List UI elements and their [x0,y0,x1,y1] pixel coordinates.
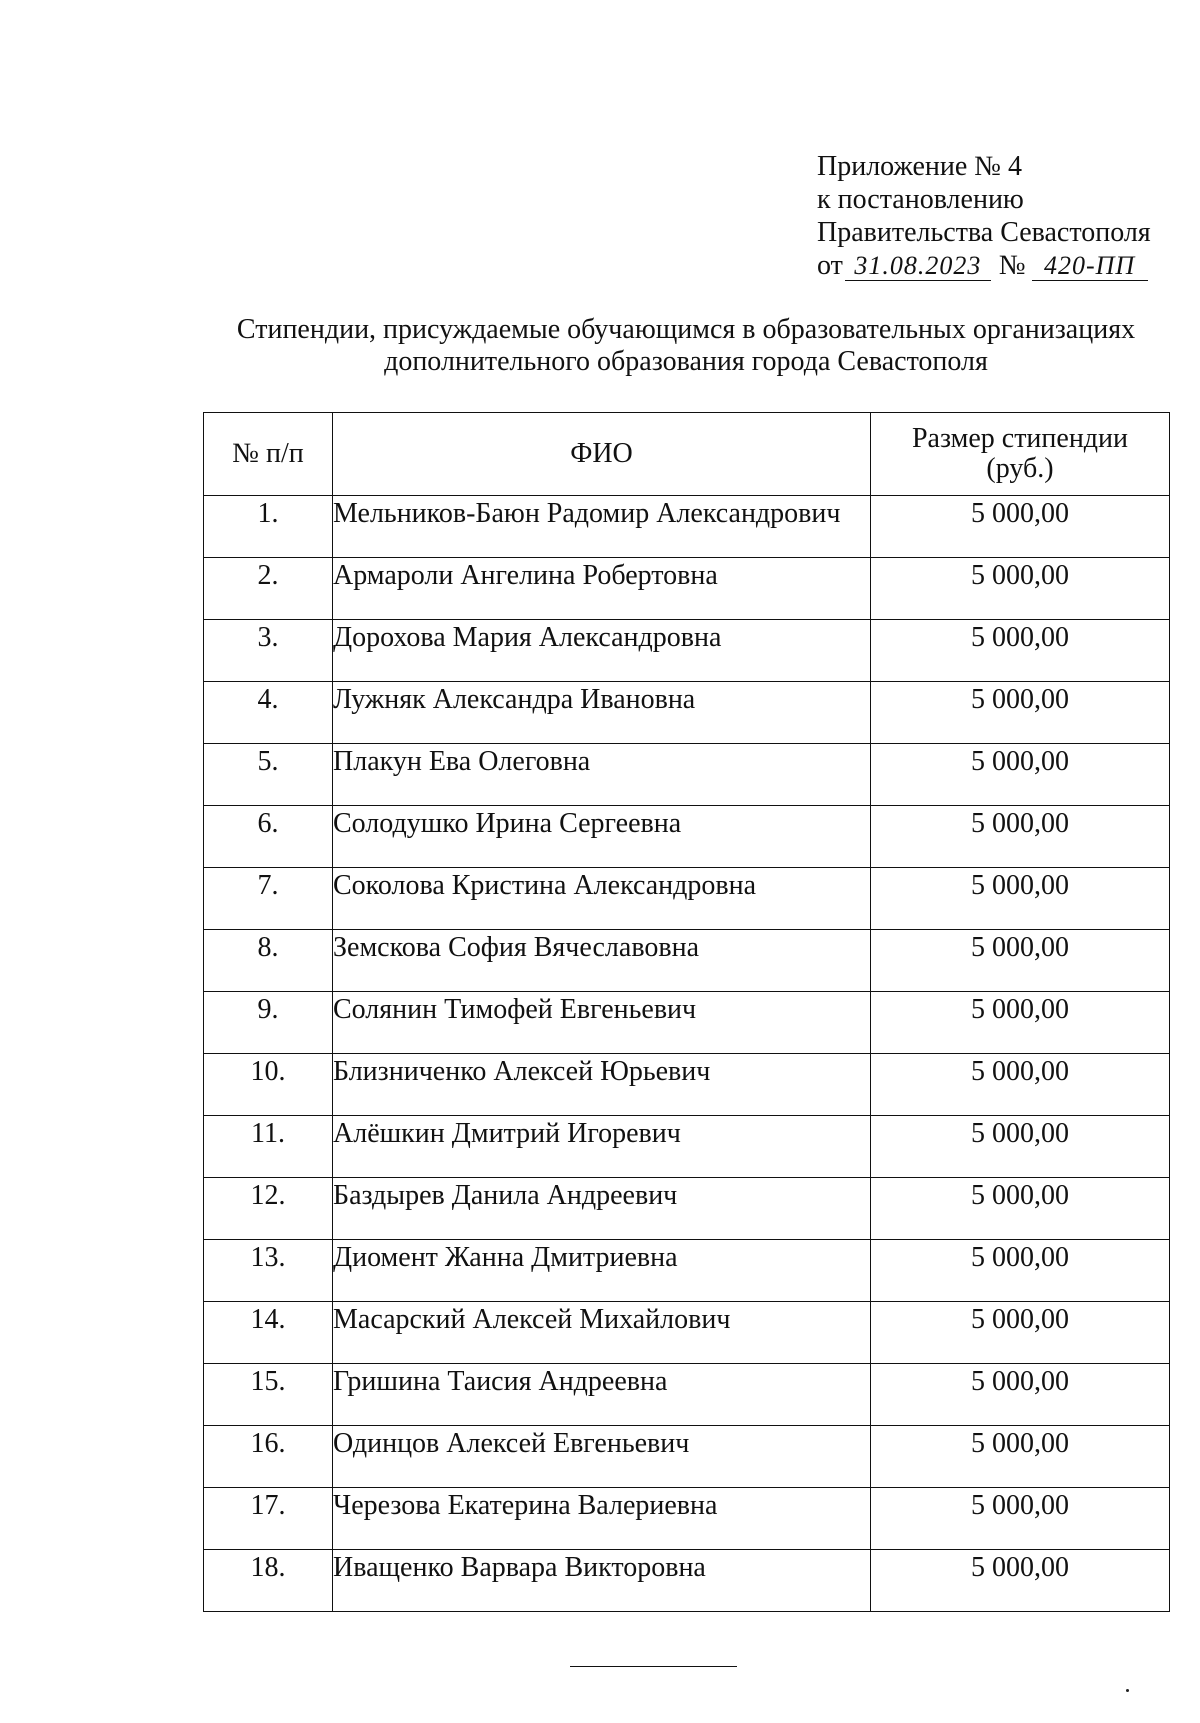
student-name-cell: Земскова София Вячеславовна [333,930,871,992]
document-title [203,314,1169,378]
stipend-amount-cell: 5 000,00 [871,868,1170,930]
table-row [204,868,1170,930]
row-number-cell: 11. [204,1116,333,1178]
resolution-date-number [817,249,1151,282]
stipend-table-header [204,413,1170,496]
appendix-authority: Правительства Севастополя [817,217,1151,248]
row-number-cell: 15. [204,1364,333,1426]
stipend-amount-cell: 5 000,00 [871,1240,1170,1302]
student-name-cell: Дорохова Мария Александровна [333,620,871,682]
stipend-amount-cell: 5 000,00 [871,1426,1170,1488]
student-name-cell: Алёшкин Дмитрий Игоревич [333,1116,871,1178]
appendix-reference: к постановлению [817,184,1024,215]
table-row [204,1054,1170,1116]
student-name-cell: Диомент Жанна Дмитриевна [333,1240,871,1302]
table-row [204,682,1170,744]
stipend-amount-cell: 5 000,00 [871,930,1170,992]
student-name-cell: Лужняк Александра Ивановна [333,682,871,744]
table-row [204,558,1170,620]
stipend-amount-cell: 5 000,00 [871,744,1170,806]
stipend-amount-cell: 5 000,00 [871,992,1170,1054]
table-row [204,620,1170,682]
row-number-cell: 16. [204,1426,333,1488]
row-number-cell: 1. [204,496,333,558]
end-of-document-line [570,1666,737,1667]
student-name-cell: Мельников-Баюн Радомир Александрович [333,496,871,558]
handwritten-resolution-number: 420-ПП [1032,252,1148,281]
table-row [204,496,1170,558]
stipend-amount-cell: 5 000,00 [871,1054,1170,1116]
stipend-amount-cell: 5 000,00 [871,620,1170,682]
student-name-cell: Солодушко Ирина Сергеевна [333,806,871,868]
header-full-name: ФИО [333,413,871,496]
stipend-table-body [204,496,1170,1612]
table-row [204,1302,1170,1364]
date-prefix: от [817,250,843,281]
student-name-cell: Армароли Ангелина Робертовна [333,558,871,620]
row-number-cell: 2. [204,558,333,620]
row-number-cell: 4. [204,682,333,744]
stipend-amount-cell: 5 000,00 [871,1116,1170,1178]
row-number-cell: 5. [204,744,333,806]
header-number: № п/п [204,413,333,496]
student-name-cell: Масарский Алексей Михайлович [333,1302,871,1364]
header-stipend-amount-line-2: (руб.) [986,453,1054,484]
stipend-amount-cell: 5 000,00 [871,1364,1170,1426]
stipend-amount-cell: 5 000,00 [871,1302,1170,1364]
table-row [204,1364,1170,1426]
stipend-amount-cell: 5 000,00 [871,1550,1170,1612]
scan-mark [1126,1689,1129,1692]
table-row [204,1488,1170,1550]
table-row [204,744,1170,806]
document-title-line-2: дополнительного образования города Севастополя [384,346,988,377]
stipend-table [203,412,1170,1612]
student-name-cell: Гришина Таисия Андреевна [333,1364,871,1426]
handwritten-date: 31.08.2023 [845,252,991,281]
table-row [204,1550,1170,1612]
row-number-cell: 14. [204,1302,333,1364]
row-number-cell: 9. [204,992,333,1054]
row-number-cell: 3. [204,620,333,682]
stipend-amount-cell: 5 000,00 [871,496,1170,558]
row-number-cell: 12. [204,1178,333,1240]
stipend-amount-cell: 5 000,00 [871,1178,1170,1240]
student-name-cell: Баздырев Данила Андреевич [333,1178,871,1240]
appendix-title: Приложение № 4 [817,151,1022,182]
stipend-amount-cell: 5 000,00 [871,682,1170,744]
number-sign: № [998,250,1026,281]
row-number-cell: 8. [204,930,333,992]
table-row [204,930,1170,992]
row-number-cell: 7. [204,868,333,930]
student-name-cell: Близниченко Алексей Юрьевич [333,1054,871,1116]
table-row [204,1426,1170,1488]
row-number-cell: 17. [204,1488,333,1550]
table-row [204,1178,1170,1240]
table-row [204,806,1170,868]
student-name-cell: Плакун Ева Олеговна [333,744,871,806]
appendix-header [817,150,1151,282]
row-number-cell: 10. [204,1054,333,1116]
student-name-cell: Иващенко Варвара Викторовна [333,1550,871,1612]
student-name-cell: Солянин Тимофей Евгеньевич [333,992,871,1054]
row-number-cell: 18. [204,1550,333,1612]
stipend-amount-cell: 5 000,00 [871,558,1170,620]
header-stipend-amount [871,413,1170,496]
table-row [204,1116,1170,1178]
student-name-cell: Черезова Екатерина Валериевна [333,1488,871,1550]
stipend-amount-cell: 5 000,00 [871,1488,1170,1550]
row-number-cell: 13. [204,1240,333,1302]
table-row [204,1240,1170,1302]
header-stipend-amount-line-1: Размер стипендии [911,423,1129,454]
student-name-cell: Одинцов Алексей Евгеньевич [333,1426,871,1488]
document-title-line-1: Стипендии, присуждаемые обучающимся в образовательных организациях [236,314,1136,345]
row-number-cell: 6. [204,806,333,868]
header-row [204,413,1170,496]
table-row [204,992,1170,1054]
stipend-amount-cell: 5 000,00 [871,806,1170,868]
student-name-cell: Соколова Кристина Александровна [333,868,871,930]
